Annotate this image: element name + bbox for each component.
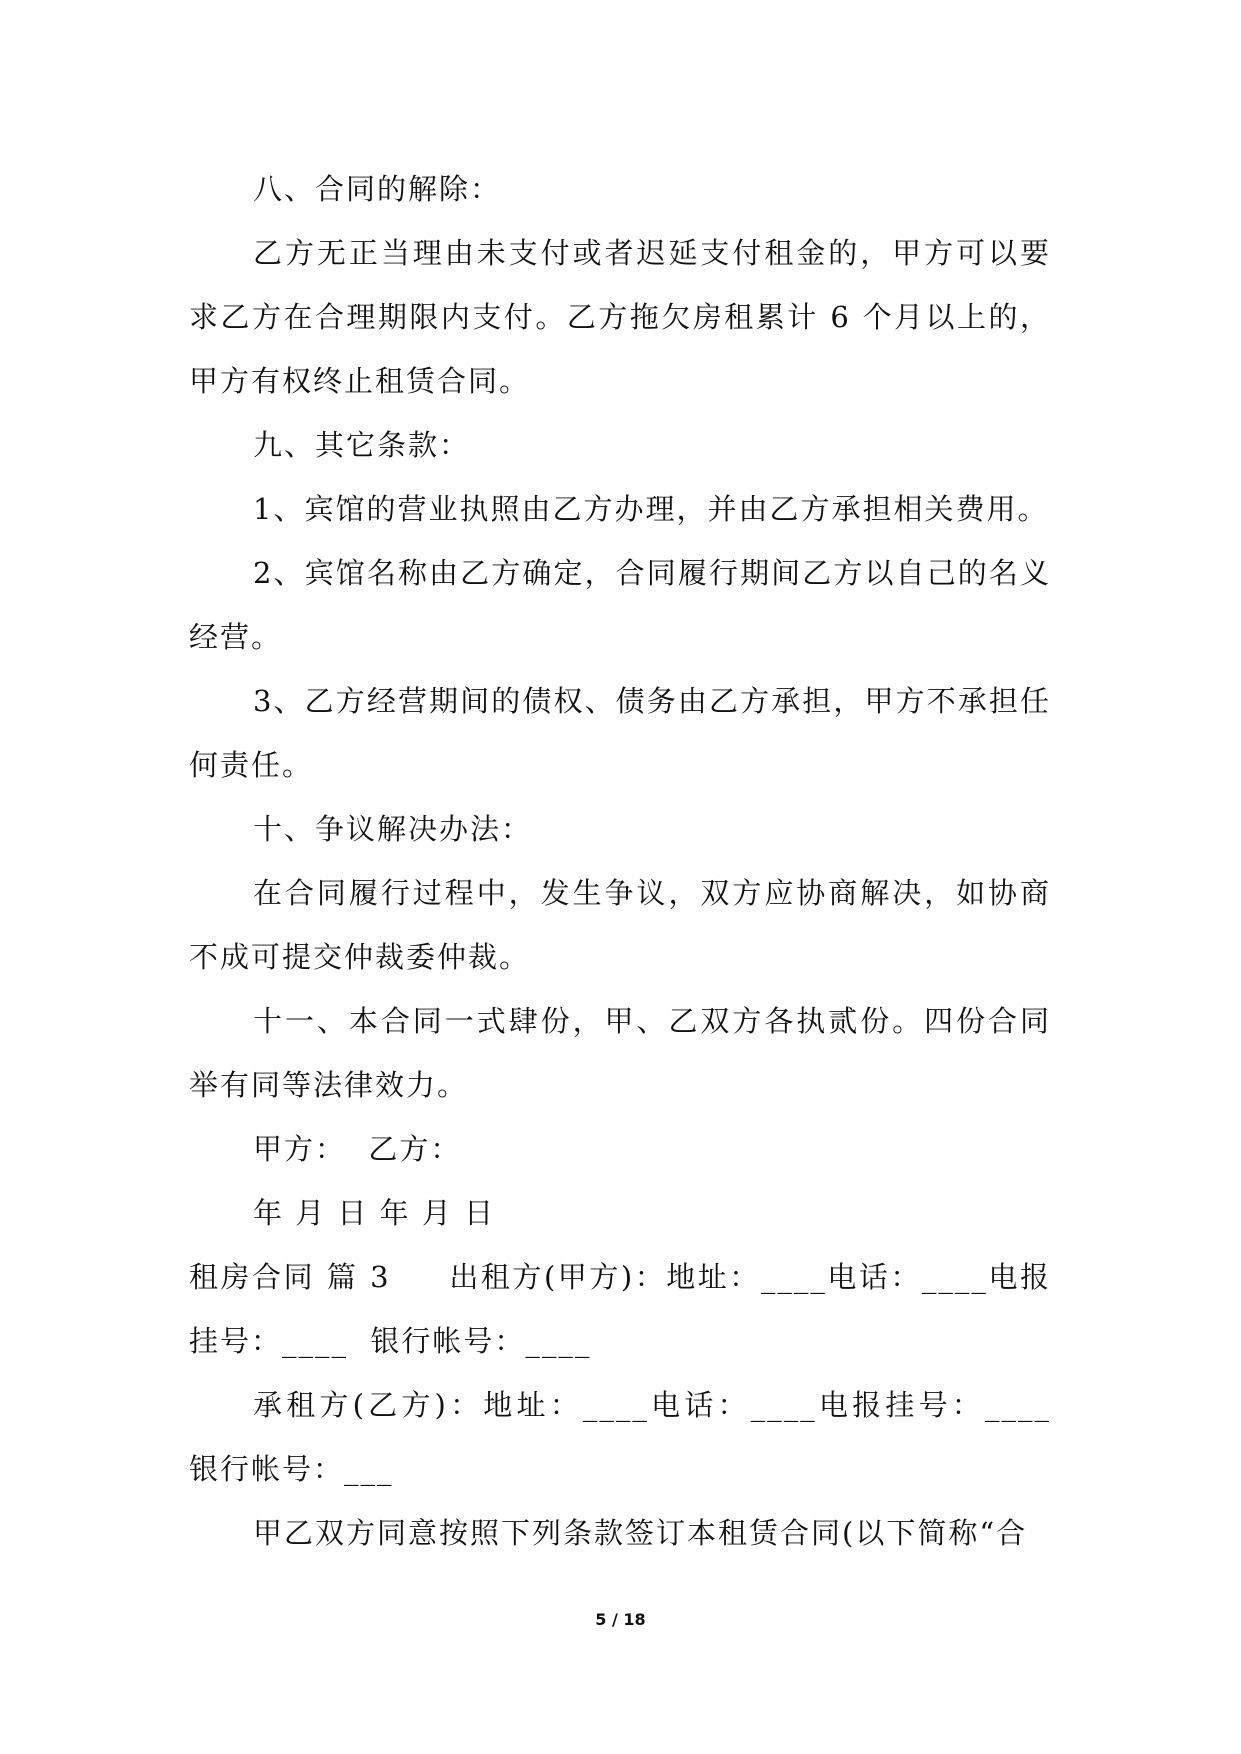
- paragraph: 甲乙双方同意按照下列条款签订本租赁合同(以下简称“合: [253, 1516, 1028, 1550]
- page-number: 5 / 18: [595, 1610, 646, 1629]
- clause-item: 3、乙方经营期间的债权、债务由乙方承担，甲方不承担任何责任。: [189, 684, 1051, 782]
- paragraph: 十一、本合同一式肆份，甲、乙双方各执贰份。四份合同举有同等法律效力。: [189, 1004, 1051, 1102]
- signature-dates: 年 月 日 年 月 日: [253, 1196, 496, 1230]
- document-body: [189, 157, 1074, 1565]
- paragraph: 在合同履行过程中，发生争议，双方应协商解决，如协商不成可提交仲裁委仲裁。: [189, 876, 1051, 974]
- paragraph: 承租方(乙方)：地址：____电话：____电报挂号：____ 银行帐号：___: [189, 1388, 1074, 1486]
- clause-item: 1、宾馆的营业执照由乙方办理，并由乙方承担相关费用。: [253, 492, 1049, 526]
- section-heading: 十、争议解决办法：: [253, 812, 533, 846]
- section-heading: 九、其它条款：: [253, 428, 471, 462]
- paragraph: 乙方无正当理由未支付或者迟延支付租金的，甲方可以要求乙方在合理期限内支付。乙方拖欠房租累计 6 个月以上的，甲方有权终止租赁合同。: [189, 236, 1051, 398]
- clause-item: 2、宾馆名称由乙方确定，合同履行期间乙方以自己的名义经营。: [189, 556, 1051, 654]
- contract-title-line: 租房合同 篇 3 出租方(甲方)：地址：____电话：____电报挂号：____ 银行帐号：____: [189, 1260, 1051, 1358]
- signature-parties: 甲方： 乙方：: [253, 1132, 462, 1166]
- section-heading: 八、合同的解除：: [253, 172, 502, 206]
